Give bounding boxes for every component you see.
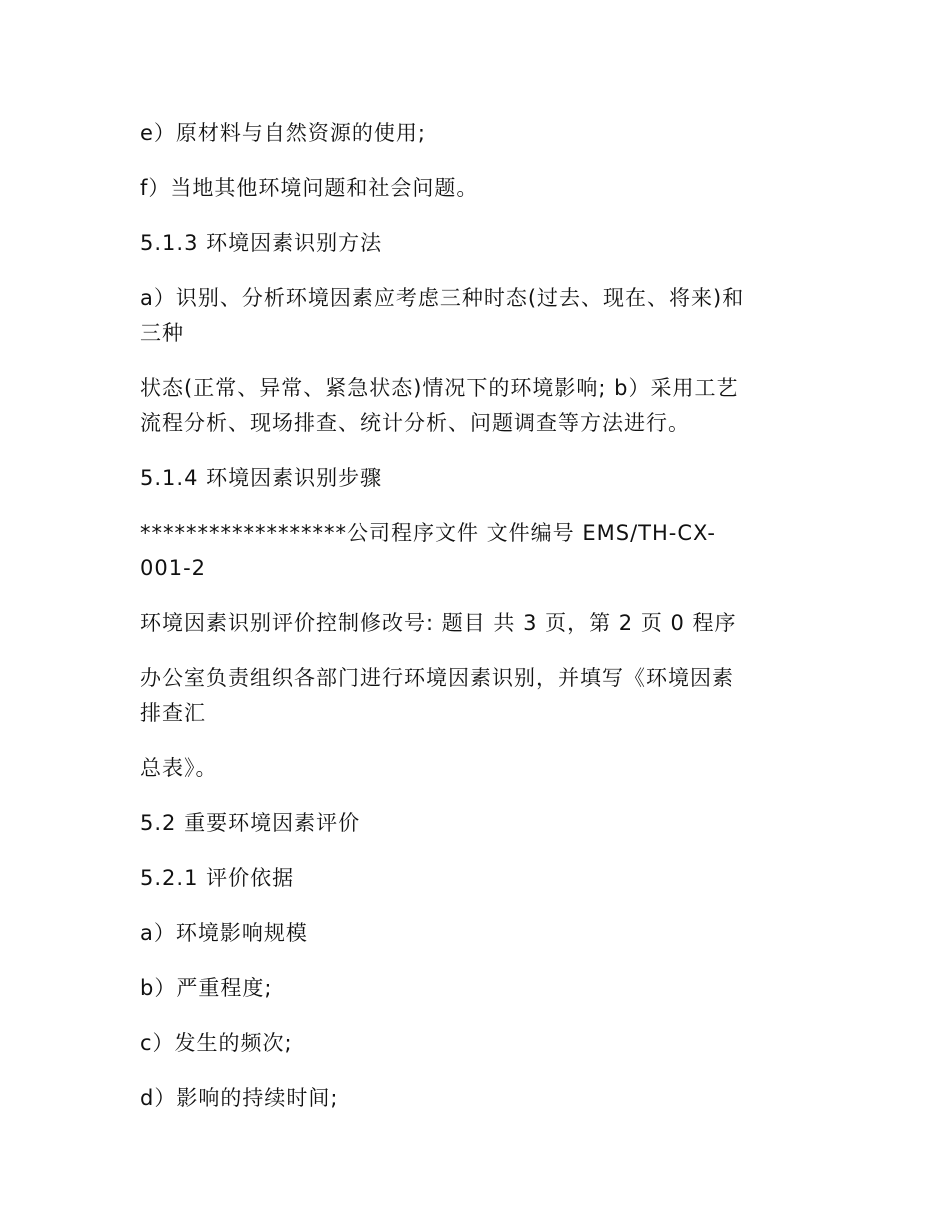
method-b-line-1: 状态(正常、异常、紧急状态)情况下的环境影响; b）采用工艺 — [140, 376, 739, 400]
heading-5-2-1: 5.2.1 评价依据 — [140, 866, 295, 890]
step-text-line-3: 总表》。 — [140, 756, 218, 780]
criteria-b-severity: b）严重程度; — [140, 976, 273, 1000]
method-a-line-2: 三种 — [140, 321, 184, 345]
criteria-a-scale: a）环境影响规模 — [140, 921, 308, 945]
method-b-line-2: 流程分析、现场排查、统计分析、问题调查等方法进行。 — [140, 411, 690, 435]
criteria-d-duration: d）影响的持续时间; — [140, 1086, 339, 1110]
step-text-line-1: 办公室负责组织各部门进行环境因素识别，并填写《环境因素 — [140, 666, 734, 690]
header-doc-title-page: 环境因素识别评价控制修改号: 题目 共 3 页，第 2 页 0 程序 — [140, 611, 737, 635]
criteria-c-frequency: c）发生的频次; — [140, 1031, 293, 1055]
method-a-line-1: a）识别、分析环境因素应考虑三种时态(过去、现在、将来)和 — [140, 286, 745, 310]
header-doc-number-suffix: 001-2 — [140, 556, 207, 580]
heading-5-2: 5.2 重要环境因素评价 — [140, 811, 361, 835]
item-e-raw-materials: e）原材料与自然资源的使用; — [140, 121, 426, 145]
header-company-doc-number: ******************公司程序文件 文件编号 EMS/TH-CX- — [140, 521, 716, 545]
step-text-line-2: 排查汇 — [140, 701, 206, 725]
heading-5-1-4: 5.1.4 环境因素识别步骤 — [140, 466, 383, 490]
heading-5-1-3: 5.1.3 环境因素识别方法 — [140, 231, 383, 255]
item-f-local-issues: f）当地其他环境问题和社会问题。 — [140, 176, 479, 200]
